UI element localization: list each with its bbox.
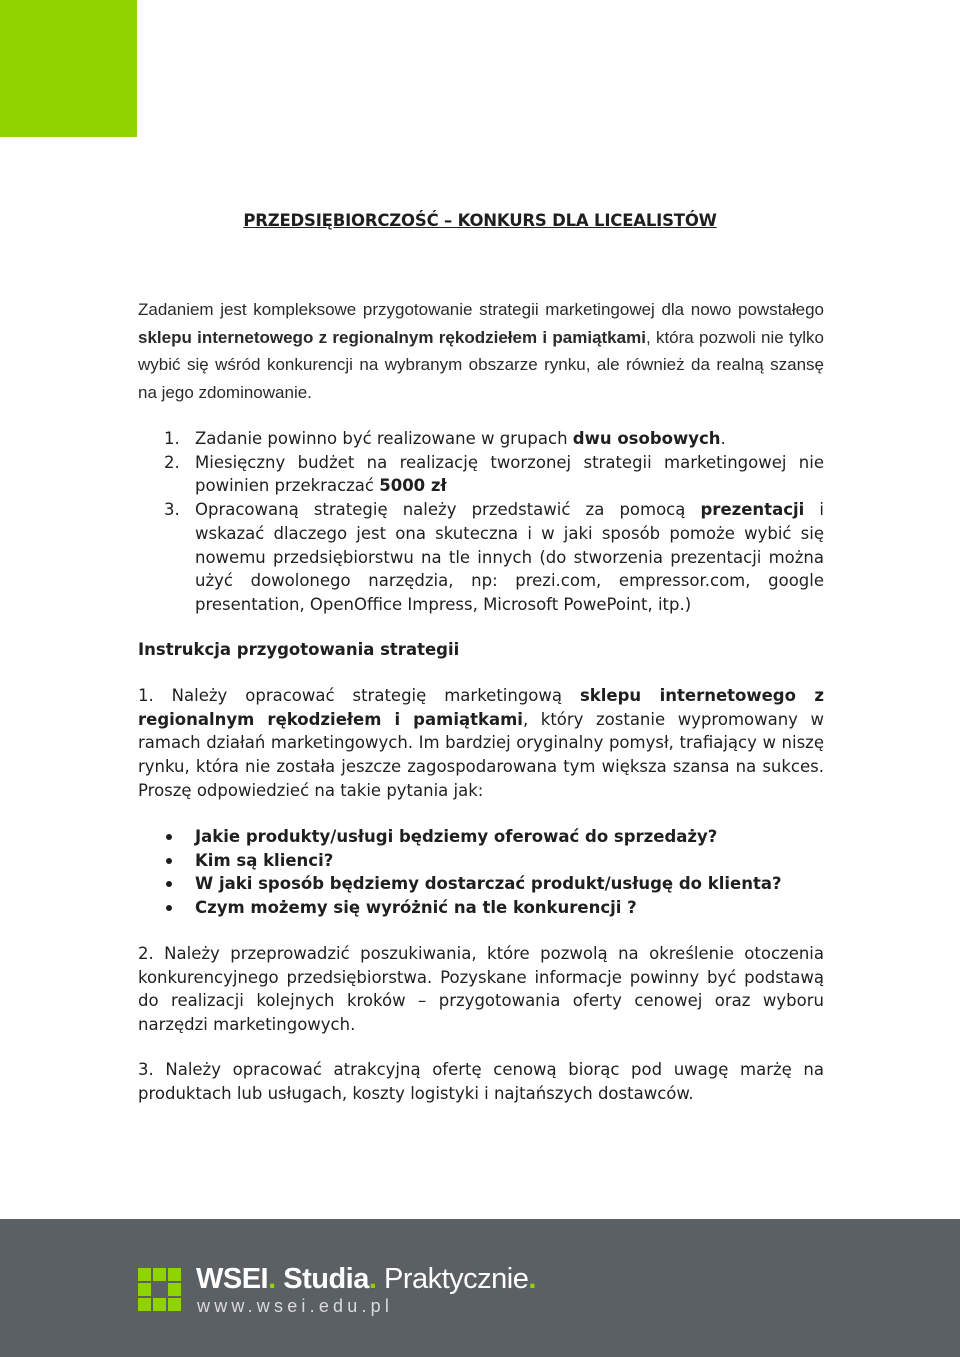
- item-text-end: i wskazać dlaczego jest ona skuteczna i w jaki sposób pomoże wybić się nowemu przedsiębiorstwu na tle innych (do stworzenia prezentacji można użyć dowolonego narzędzia, np: prezi.com, empressor.com, google presentation, OpenOffice Impress, Microsoft PowePoint, itp.): [195, 500, 824, 614]
- document-title: PRZEDSIĘBIORCZOŚĆ – KONKURS DLA LICEALISTÓW: [243, 211, 717, 230]
- requirement-item: [138, 498, 824, 617]
- item-number: 2.: [164, 452, 180, 472]
- requirements-list: [138, 427, 824, 617]
- instruction-paragraph-2: 2. Należy przeprowadzić poszukiwania, które pozwolą na określenie otoczenia konkurencyjnego przedsiębiorstwa. Pozyskane informacje powinny być podstawą do realizacji kolejnych kroków – przygotowania oferty cenowej oraz wyboru narzędzi marketingowych.: [138, 944, 824, 1035]
- item-bold: dwu osobowych: [572, 429, 721, 448]
- p1-bold: sklepu internetowego z regionalnym rękodziełem i pamiątkami: [138, 686, 824, 729]
- question-item: Jakie produkty/usługi będziemy oferować do sprzedaży?: [138, 825, 824, 849]
- question-item: W jaki sposób będziemy dostarczać produkt/usługę do klienta?: [138, 872, 824, 896]
- brand-name: WSEI: [196, 1263, 269, 1295]
- intro-bold: sklepu internetowego z regionalnym rękodziełem i pamiątkami: [138, 327, 646, 347]
- item-bold: prezentacji: [700, 500, 805, 520]
- intro-paragraph: [138, 296, 824, 406]
- brand-tagline: [196, 1263, 536, 1296]
- p1-text-1: 1. Należy opracować strategię marketingową: [138, 686, 580, 705]
- intro-text-1: Zadaniem jest kompleksowe przygotowanie strategii marketingowej dla nowo powstałego: [138, 300, 824, 319]
- website-url[interactable]: www.wsei.edu.pl: [197, 1296, 394, 1316]
- corner-accent-block: [0, 0, 137, 137]
- item-bold: 5000 zł: [379, 476, 447, 496]
- brand-dot: .: [528, 1263, 536, 1295]
- item-text: Opracowaną strategię należy przedstawić za pomocą: [195, 500, 701, 520]
- brand-dot: .: [268, 1263, 276, 1295]
- item-number: 1.: [164, 429, 180, 448]
- requirement-item: [138, 451, 824, 498]
- brand-dot: .: [368, 1263, 377, 1295]
- item-text: Zadanie powinno być realizowane w grupach: [195, 429, 573, 448]
- item-text: Miesięczny budżet na realizację tworzonej strategii marketingowej nie powinien przekraczać: [195, 452, 824, 496]
- item-text-end: .: [720, 429, 726, 448]
- brand-praktycznie: Praktycznie: [376, 1263, 529, 1295]
- requirement-item: [138, 427, 824, 451]
- question-item: Czym możemy się wyróżnić na tle konkurencji ?: [138, 896, 824, 920]
- question-item: Kim są klienci?: [138, 849, 824, 873]
- intro-text-2: , która pozwoli nie tylko wybić się wśród konkurencji na wybranym obszarze rynku, ale również da realną szansę na jego zdominowanie.: [138, 327, 824, 402]
- instruction-paragraph-3: 3. Należy opracować atrakcyjną ofertę cenową biorąc pod uwagę marżę na produktach lub usługach, koszty logistyki i najtańszych dostawców.: [138, 1060, 824, 1103]
- questions-list: [138, 825, 824, 920]
- wsei-logo-icon: [138, 1268, 181, 1311]
- brand-studia: Studia: [275, 1263, 369, 1295]
- section-heading: Instrukcja przygotowania strategii: [138, 640, 460, 659]
- instruction-paragraph-1: [138, 684, 824, 803]
- p1-text-2: , który zostanie wypromowany w ramach działań marketingowych. Im bardziej oryginalny pomysł, trafiający w niszę rynku, która nie została jeszcze zagospodarowana tym większa szansa na sukces. Proszę odpowiedzieć na takie pytania jak:: [138, 709, 824, 800]
- item-number: 3.: [164, 500, 180, 520]
